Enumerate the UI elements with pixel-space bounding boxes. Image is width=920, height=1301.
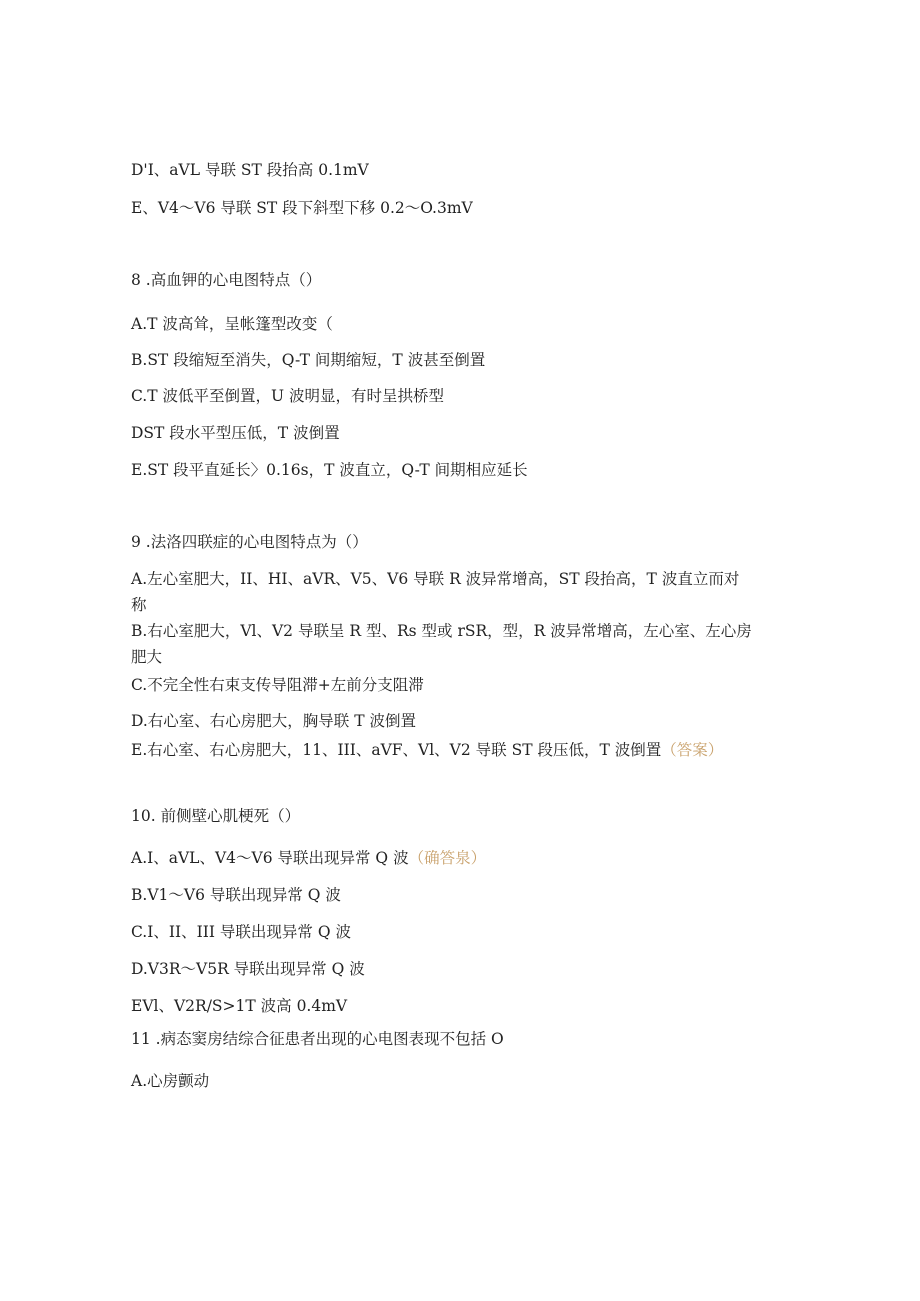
q11-option-a: A.心房颤动 bbox=[131, 1072, 210, 1090]
q8-option-b: B.ST 段缩短至消失，Q-T 间期缩短，T 波甚至倒置 bbox=[131, 351, 486, 369]
q9-option-c: C.不完全性右束支传导阻滞+左前分支阻滞 bbox=[131, 676, 424, 694]
q10-option-c: C.I、II、III 导联出现异常 Q 波 bbox=[131, 923, 351, 941]
option-e-prev: E、V4～V6 导联 ST 段下斜型下移 0.2～O.3mV bbox=[131, 199, 473, 217]
q10-option-a-text: A.I、aVL、V4～V6 导联出现异常 Q 波 bbox=[131, 849, 409, 867]
question-9: 9 .法洛四联症的心电图特点为（） bbox=[131, 533, 368, 551]
question-10: 10. 前侧壁心肌梗死（） bbox=[131, 807, 301, 825]
question-8: 8 .高血钾的心电图特点（） bbox=[131, 271, 322, 289]
q8-option-d: DST 段水平型压低，T 波倒置 bbox=[131, 424, 340, 442]
q10-option-a bbox=[131, 846, 800, 870]
q9-option-d: D.右心室、右心房肥大，胸导联 T 波倒置 bbox=[131, 712, 416, 730]
q8-option-c: C.T 波低平至倒置，U 波明显，有时呈拱桥型 bbox=[131, 387, 444, 405]
q10-option-d: D.V3R～V5R 导联出现异常 Q 波 bbox=[131, 960, 365, 978]
answer-mark: （答案） bbox=[661, 741, 724, 759]
option-d-prev: D'I、aVL 导联 ST 段抬高 0.1mV bbox=[131, 161, 369, 179]
q9-option-a-line1: A.左心室肥大，II、HI、aVR、V5、V6 导联 R 波异常增高，ST 段抬高，T 波直立而对 bbox=[131, 570, 740, 588]
q9-option-e-text: E.右心室、右心房肥大，11、III、aVF、Vl、V2 导联 ST 段压低，T 波倒置 bbox=[131, 741, 662, 759]
q9-option-b-line2: 肥大 bbox=[131, 648, 163, 666]
q9-option-b-line1: B.右心室肥大，Vl、V2 导联呈 R 型、Rs 型或 rSR，型，R 波异常增高，左心室、左心房 bbox=[131, 622, 752, 640]
q8-option-e: E.ST 段平直延长〉0.16s，T 波直立，Q-T 间期相应延长 bbox=[131, 461, 528, 479]
question-11: 11 .病态窦房结综合征患者出现的心电图表现不包括 O bbox=[131, 1030, 504, 1048]
q8-option-a: A.T 波高耸，呈帐篷型改变（ bbox=[131, 315, 333, 333]
q10-option-e: EVl、V2R/S>1T 波高 0.4mV bbox=[131, 997, 348, 1015]
q10-option-b: B.V1～V6 导联出现异常 Q 波 bbox=[131, 886, 341, 904]
q9-option-e bbox=[131, 738, 800, 762]
answer-mark: （确答泉） bbox=[408, 849, 487, 867]
q9-option-a-line2: 称 bbox=[131, 596, 147, 614]
